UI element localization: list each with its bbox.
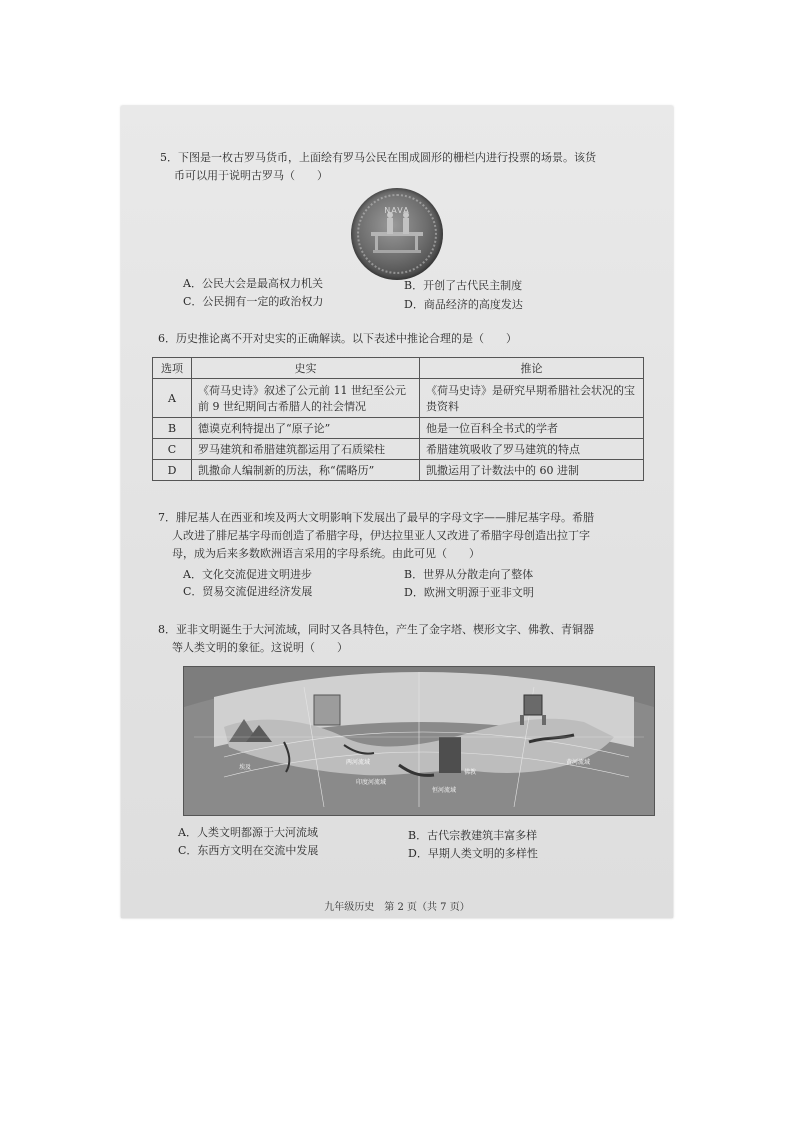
header-fact: 史实 [192, 358, 420, 379]
q7-option-a[interactable]: A．文化交流促进文明进步 [183, 568, 312, 581]
q5-option-b[interactable]: B．开创了古代民主制度 [404, 279, 523, 292]
header-inference: 推论 [420, 358, 644, 379]
map-label-yellow-river: 黄河流域 [566, 759, 591, 766]
q7-option-d[interactable]: D．欧洲文明源于亚非文明 [404, 586, 534, 599]
q5-stem-line2: 币可以用于说明古罗马（ ） [174, 169, 328, 182]
q8-stem-line2: 等人类文明的象征。这说明（ ） [172, 641, 348, 654]
roman-coin-image [351, 188, 443, 280]
page-footer: 九年级历史 第 2 页（共 7 页） [324, 902, 470, 913]
q7-option-c[interactable]: C．贸易交流促进经济发展 [183, 585, 313, 598]
map-label-egypt: 埃及 [239, 764, 252, 771]
map-label-ganges: 恒河流域 [432, 787, 457, 794]
map-label-indus: 印度河流域 [356, 779, 387, 786]
row-inference: 希腊建筑吸收了罗马建筑的特点 [420, 439, 644, 460]
q8-option-c[interactable]: C．东西方文明在交流中发展 [178, 844, 319, 857]
exam-page [121, 106, 673, 918]
header-option: 选项 [153, 358, 192, 379]
row-fact: 《荷马史诗》叙述了公元前 11 世纪至公元前 9 世纪期间古希腊人的社会情况 [192, 379, 420, 418]
q6-stem: 6．历史推论离不开对史实的正确解读。以下表述中推论合理的是（ ） [158, 332, 517, 345]
map-graphic [184, 667, 654, 815]
row-option: A [153, 379, 192, 418]
q7-option-b[interactable]: B．世界从分散走向了整体 [404, 568, 534, 581]
row-inference: 《荷马史诗》是研究早期希腊社会状况的宝贵资料 [420, 379, 644, 418]
row-option: C [153, 439, 192, 460]
q6-table-header [153, 358, 644, 379]
row-inference: 凯撒运用了计数法中的 60 进制 [420, 460, 644, 481]
q5-stem-line1: 5．下图是一枚古罗马货币，上面绘有罗马公民在围成圆形的栅栏内进行投票的场景。该货 [160, 151, 596, 164]
map-label-buddhism: 佛教 [464, 769, 477, 776]
q8-stem-line1: 8．亚非文明诞生于大河流域，同时又各具特色，产生了金字塔、楔形文字、佛教、青铜器 [158, 623, 594, 636]
map-label-mesopotamia: 两河流域 [346, 759, 371, 766]
row-fact: 凯撒命人编制新的历法，称“儒略历” [192, 460, 420, 481]
row-option: B [153, 418, 192, 439]
civilizations-map [183, 666, 655, 816]
coin-inscription: NAVA [384, 206, 410, 215]
q6-row-d[interactable] [153, 460, 644, 481]
q6-table [152, 357, 644, 481]
q8-option-d[interactable]: D．早期人类文明的多样性 [408, 847, 538, 860]
q6-row-c[interactable] [153, 439, 644, 460]
q8-option-b[interactable]: B．古代宗教建筑丰富多样 [408, 829, 538, 842]
row-inference: 他是一位百科全书式的学者 [420, 418, 644, 439]
row-fact: 罗马建筑和希腊建筑都运用了石质梁柱 [192, 439, 420, 460]
q5-option-a[interactable]: A．公民大会是最高权力机关 [183, 277, 323, 290]
q7-stem-line1: 7．腓尼基人在西亚和埃及两大文明影响下发展出了最早的字母文字——腓尼基字母。希腊 [158, 511, 594, 524]
row-option: D [153, 460, 192, 481]
row-fact: 德谟克利特提出了“原子论” [192, 418, 420, 439]
q8-option-a[interactable]: A．人类文明都源于大河流域 [178, 826, 318, 839]
q6-row-b[interactable] [153, 418, 644, 439]
q5-option-c[interactable]: C．公民拥有一定的政治权力 [183, 295, 324, 308]
q6-row-a[interactable] [153, 379, 644, 418]
q5-option-d[interactable]: D．商品经济的高度发达 [404, 298, 523, 311]
q7-stem-line2: 人改进了腓尼基字母而创造了希腊字母，伊达拉里亚人又改进了希腊字母创造出拉丁字 [172, 529, 590, 542]
q7-stem-line3: 母，成为后来多数欧洲语言采用的字母系统。由此可见（ ） [172, 547, 480, 560]
